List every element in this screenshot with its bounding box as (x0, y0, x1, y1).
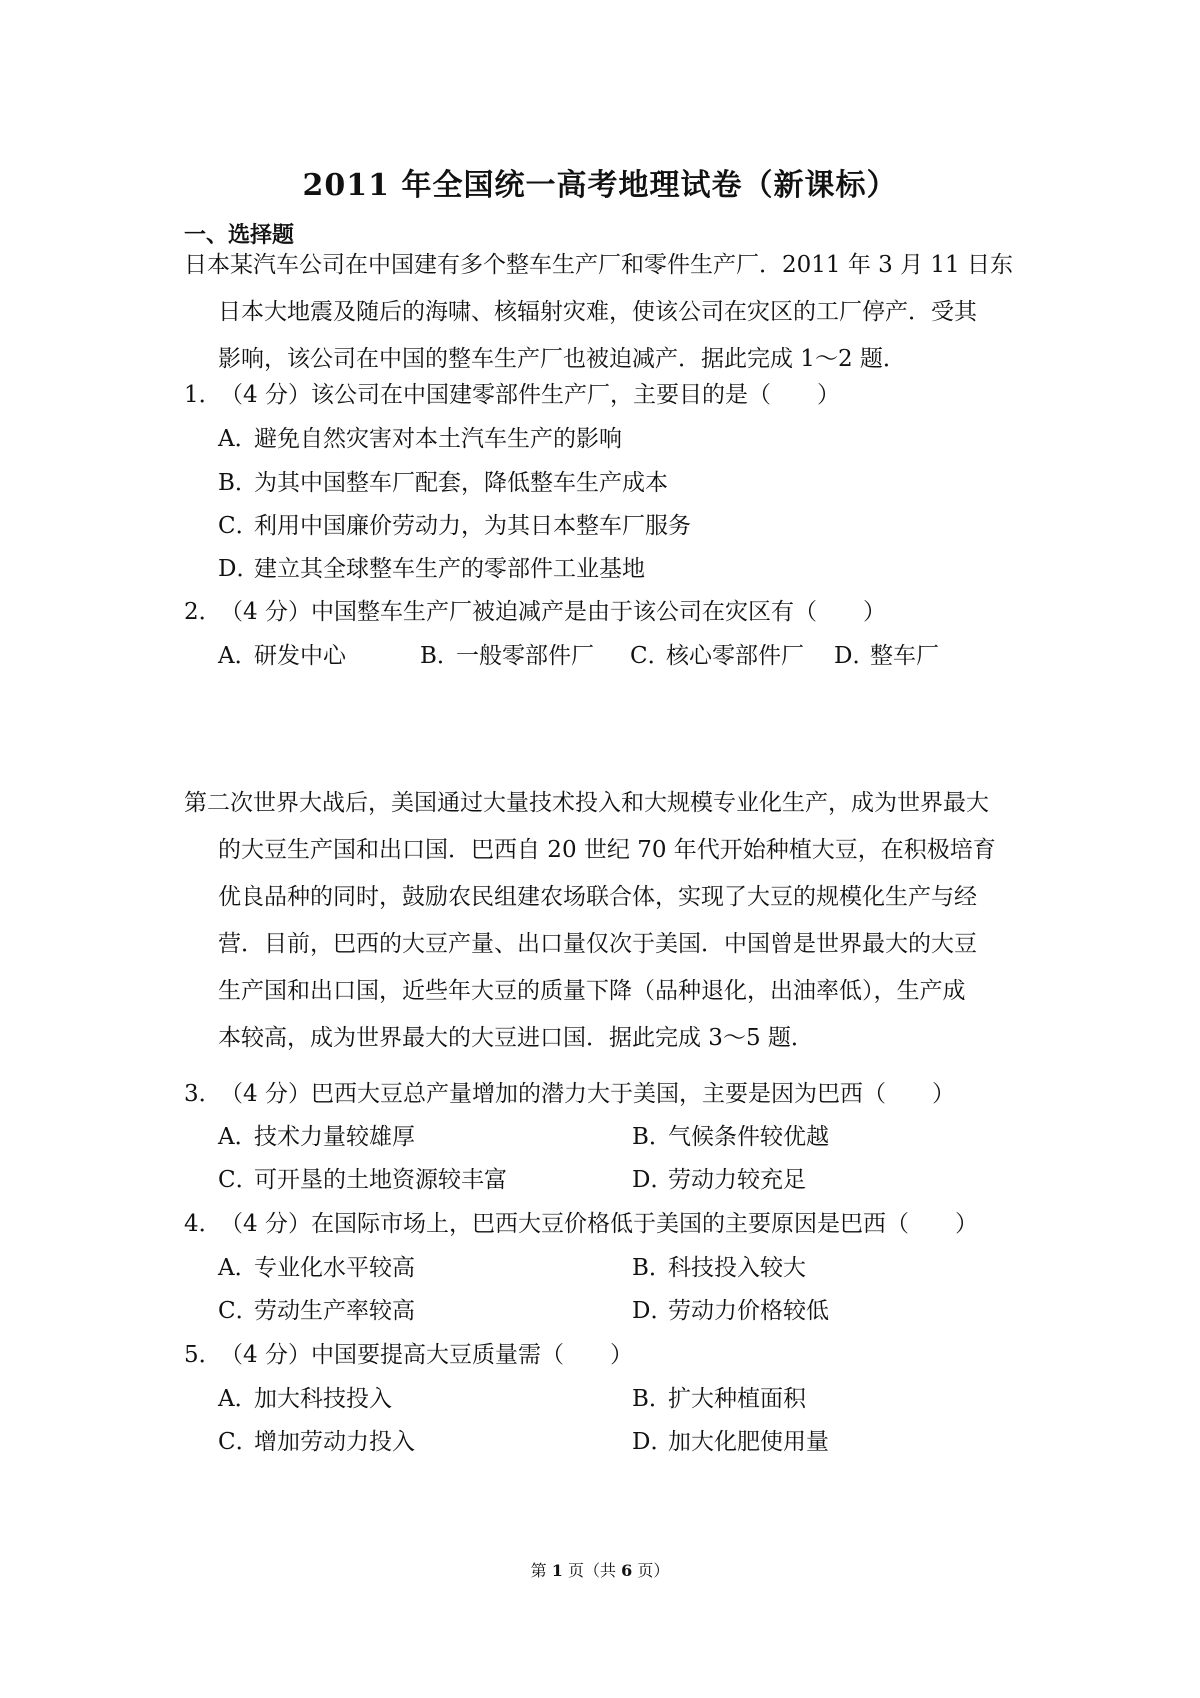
question-5 (184, 1336, 633, 1369)
option-2a (218, 637, 346, 670)
option-text: 避免自然灾害对本土汽车生产的影响 (254, 426, 622, 452)
option-letter: A． (218, 1386, 258, 1412)
option-letter: D． (834, 643, 876, 669)
option-3b (632, 1118, 829, 1151)
option-letter: C． (630, 643, 671, 669)
option-letter: C． (218, 1298, 259, 1324)
option-1c (218, 507, 691, 540)
option-letter: B． (632, 1386, 672, 1412)
option-letter: A． (218, 643, 258, 669)
option-5d (632, 1423, 829, 1456)
option-text: 一般零部件厂 (456, 643, 594, 669)
option-letter: D． (632, 1429, 674, 1455)
passage-line: 生产国和出口国，近些年大豆的质量下降（品种退化，出油率低），生产成 (218, 978, 966, 1004)
option-text: 加大化肥使用量 (668, 1429, 829, 1455)
option-text: 劳动生产率较高 (254, 1298, 415, 1324)
passage-line: 日本大地震及随后的海啸、核辐射灾难，使该公司在灾区的工厂停产．受其 (218, 299, 977, 325)
option-text: 扩大种植面积 (668, 1386, 806, 1412)
option-4d (632, 1292, 829, 1325)
passage-line: 第二次世界大战后，美国通过大量技术投入和大规模专业化生产，成为世界最大 (184, 790, 989, 816)
option-letter: D． (632, 1167, 674, 1193)
passage-line: 营．目前，巴西的大豆产量、出口量仅次于美国．中国曾是世界最大的大豆 (218, 931, 977, 957)
option-3d (632, 1161, 806, 1194)
passage-intro-2 (184, 780, 1030, 1062)
option-text: 增加劳动力投入 (254, 1429, 415, 1455)
option-letter: D． (632, 1298, 674, 1324)
passage-line: 日本某汽车公司在中国建有多个整车生产厂和零件生产厂．2011 年 3 月 11 日东 (184, 252, 1013, 278)
option-5b (632, 1380, 806, 1413)
passage-line: 的大豆生产国和出口国．巴西自 20 世纪 70 年代开始种植大豆，在积极培育 (218, 837, 996, 863)
option-text: 气候条件较优越 (668, 1124, 829, 1150)
option-letter: C． (218, 1167, 259, 1193)
option-text: 科技投入较大 (668, 1255, 806, 1281)
option-1a (218, 420, 622, 453)
option-letter: B． (218, 470, 258, 496)
question-stem: （4 分）在国际市场上，巴西大豆价格低于美国的主要原因是巴西（ ） (220, 1211, 978, 1237)
option-text: 可开垦的土地资源较丰富 (254, 1167, 507, 1193)
option-text: 劳动力价格较低 (668, 1298, 829, 1324)
footer-prefix: 第 (530, 1561, 552, 1580)
question-2 (184, 593, 886, 626)
section-heading: 一、选择题 (184, 222, 295, 248)
question-number: 3． (184, 1081, 222, 1107)
exam-title: 2011 年全国统一高考地理试卷（新课标） (302, 168, 898, 203)
option-letter: B． (420, 643, 460, 669)
option-text: 研发中心 (254, 643, 346, 669)
page-number: 1 (551, 1561, 563, 1580)
option-letter: D． (218, 556, 260, 582)
option-2c (630, 637, 804, 670)
option-letter: B． (632, 1124, 672, 1150)
question-number: 4． (184, 1211, 222, 1237)
question-stem: （4 分）中国整车生产厂被迫减产是由于该公司在灾区有（ ） (220, 599, 886, 625)
passage-intro-1 (184, 242, 1030, 383)
question-number: 1． (184, 382, 222, 408)
question-stem: （4 分）中国要提高大豆质量需（ ） (220, 1342, 633, 1368)
option-text: 劳动力较充足 (668, 1167, 806, 1193)
question-3 (184, 1075, 955, 1108)
option-letter: B． (632, 1255, 672, 1281)
option-letter: C． (218, 513, 259, 539)
footer-suffix: 页） (632, 1561, 670, 1580)
option-text: 建立其全球整车生产的零部件工业基地 (254, 556, 645, 582)
option-letter: A． (218, 1255, 258, 1281)
question-stem: （4 分）该公司在中国建零部件生产厂，主要目的是（ ） (220, 382, 840, 408)
footer-middle: 页（共 (562, 1561, 622, 1580)
option-letter: A． (218, 426, 258, 452)
option-3a (218, 1118, 415, 1151)
question-1 (184, 376, 840, 409)
passage-line: 优良品种的同时，鼓励农民组建农场联合体，实现了大豆的规模化生产与经 (218, 884, 977, 910)
option-4c (218, 1292, 415, 1325)
question-4 (184, 1205, 978, 1238)
page-footer (0, 1558, 1200, 1581)
option-5c (218, 1423, 415, 1456)
option-text: 专业化水平较高 (254, 1255, 415, 1281)
option-text: 利用中国廉价劳动力，为其日本整车厂服务 (254, 513, 691, 539)
option-text: 核心零部件厂 (666, 643, 804, 669)
option-text: 为其中国整车厂配套，降低整车生产成本 (254, 470, 668, 496)
option-1b (218, 464, 668, 497)
option-text: 整车厂 (870, 643, 939, 669)
page-total: 6 (621, 1561, 633, 1580)
option-4b (632, 1249, 806, 1282)
option-letter: A． (218, 1124, 258, 1150)
question-number: 2． (184, 599, 222, 625)
option-2d (834, 637, 939, 670)
option-3c (218, 1161, 507, 1194)
option-1d (218, 550, 645, 583)
passage-line: 影响，该公司在中国的整车生产厂也被迫减产．据此完成 1～2 题． (218, 346, 906, 372)
question-number: 5． (184, 1342, 222, 1368)
option-text: 加大科技投入 (254, 1386, 392, 1412)
option-5a (218, 1380, 392, 1413)
option-2b (420, 637, 594, 670)
question-stem: （4 分）巴西大豆总产量增加的潜力大于美国，主要是因为巴西（ ） (220, 1081, 955, 1107)
option-text: 技术力量较雄厚 (254, 1124, 415, 1150)
passage-line: 本较高，成为世界最大的大豆进口国．据此完成 3～5 题． (218, 1025, 814, 1051)
option-4a (218, 1249, 415, 1282)
option-letter: C． (218, 1429, 259, 1455)
